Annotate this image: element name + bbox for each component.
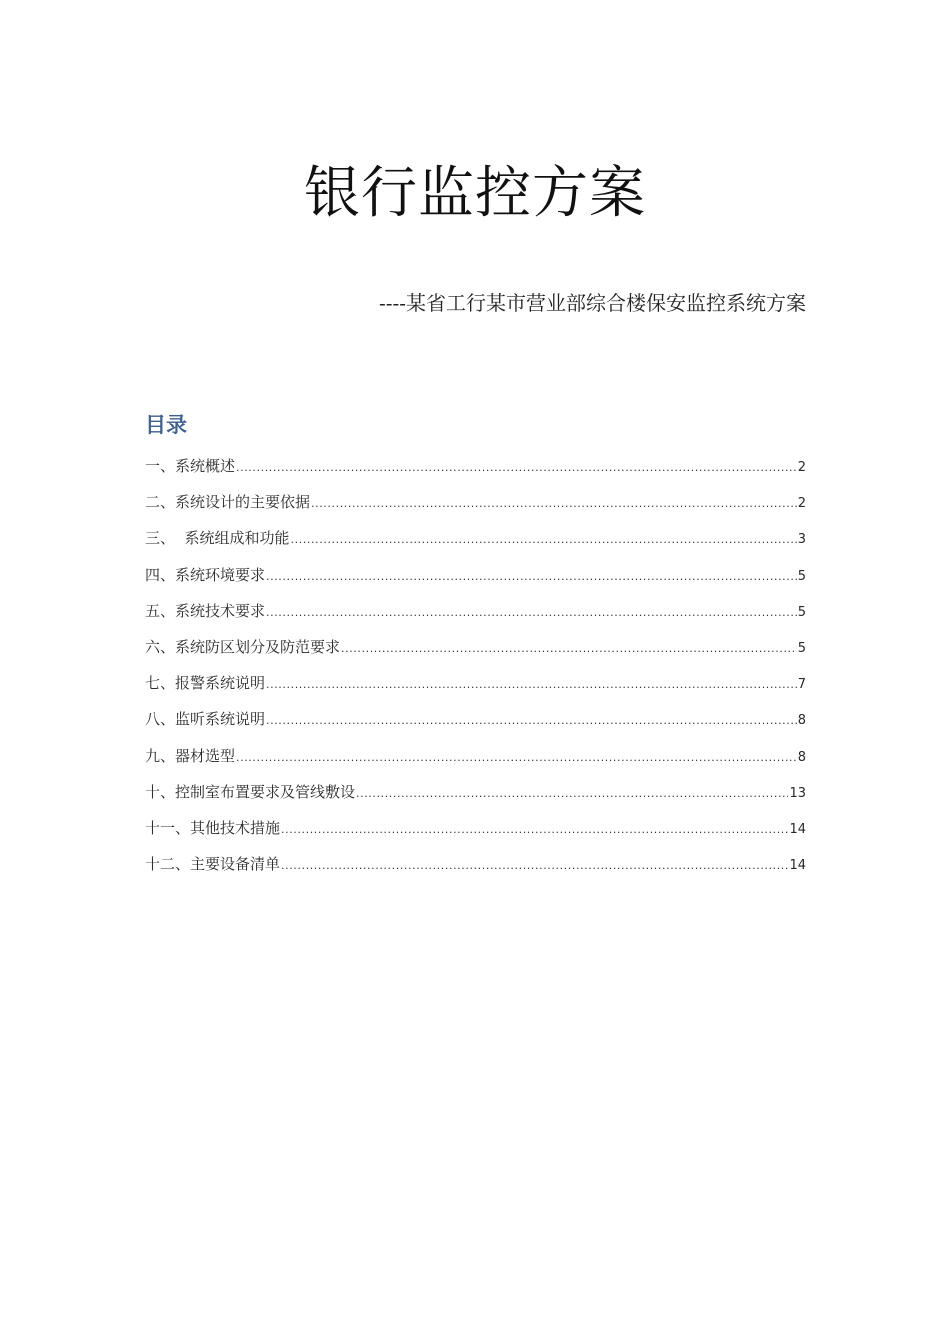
toc-dot-leader xyxy=(291,526,797,554)
toc-item-label: 五、系统技术要求 xyxy=(145,601,266,620)
table-of-contents xyxy=(145,452,806,886)
toc-item-label: 十二、主要设备清单 xyxy=(145,855,281,874)
toc-item-label: 三、 系统组成和功能 xyxy=(145,529,290,548)
toc-item-7[interactable] xyxy=(145,669,806,705)
toc-item-page: 13 xyxy=(789,785,806,801)
toc-item-page: 7 xyxy=(797,677,806,693)
toc-item-12[interactable] xyxy=(145,850,806,886)
toc-dot-leader xyxy=(266,671,797,699)
toc-dot-leader xyxy=(281,816,788,844)
toc-item-label: 八、监听系统说明 xyxy=(145,710,266,729)
toc-item-9[interactable] xyxy=(145,742,806,778)
toc-item-label: 七、报警系统说明 xyxy=(145,674,266,693)
toc-dot-leader xyxy=(236,454,797,482)
toc-dot-leader xyxy=(341,635,797,663)
toc-dot-leader xyxy=(281,852,788,880)
toc-item-page: 5 xyxy=(797,568,806,584)
toc-item-page: 8 xyxy=(797,713,806,729)
toc-item-page: 14 xyxy=(789,821,806,837)
toc-item-10[interactable] xyxy=(145,778,806,814)
toc-item-3[interactable] xyxy=(145,524,806,560)
toc-dot-leader xyxy=(236,744,797,772)
toc-item-1[interactable] xyxy=(145,452,806,488)
toc-item-6[interactable] xyxy=(145,633,806,669)
toc-item-label: 十一、其他技术措施 xyxy=(145,818,281,837)
toc-item-11[interactable] xyxy=(145,814,806,850)
toc-item-page: 5 xyxy=(797,604,806,620)
toc-item-label: 六、系统防区划分及防范要求 xyxy=(145,637,341,656)
toc-item-page: 3 xyxy=(797,532,806,548)
toc-item-label: 四、系统环境要求 xyxy=(145,565,266,584)
toc-item-page: 8 xyxy=(797,749,806,765)
document-title: 银行监控方案 xyxy=(304,161,646,226)
toc-dot-leader xyxy=(266,563,797,591)
toc-item-2[interactable] xyxy=(145,488,806,524)
document-subtitle: ----某省工行某市营业部综合楼保安监控系统方案 xyxy=(378,291,806,315)
toc-item-label: 九、器材选型 xyxy=(145,746,236,765)
toc-item-page: 2 xyxy=(797,460,806,475)
toc-item-page: 2 xyxy=(797,496,806,512)
toc-item-page: 5 xyxy=(797,640,806,656)
toc-dot-leader xyxy=(356,780,788,808)
toc-item-4[interactable] xyxy=(145,561,806,597)
toc-dot-leader xyxy=(311,490,797,518)
toc-item-label: 一、系统概述 xyxy=(145,457,236,475)
toc-item-5[interactable] xyxy=(145,597,806,633)
toc-item-label: 十、控制室布置要求及管线敷设 xyxy=(145,782,356,801)
toc-dot-leader xyxy=(266,707,797,735)
toc-item-8[interactable] xyxy=(145,705,806,741)
toc-item-label: 二、系统设计的主要依据 xyxy=(145,493,311,512)
toc-dot-leader xyxy=(266,599,797,627)
toc-item-page: 14 xyxy=(789,858,806,874)
toc-heading: 目录 xyxy=(145,413,187,437)
